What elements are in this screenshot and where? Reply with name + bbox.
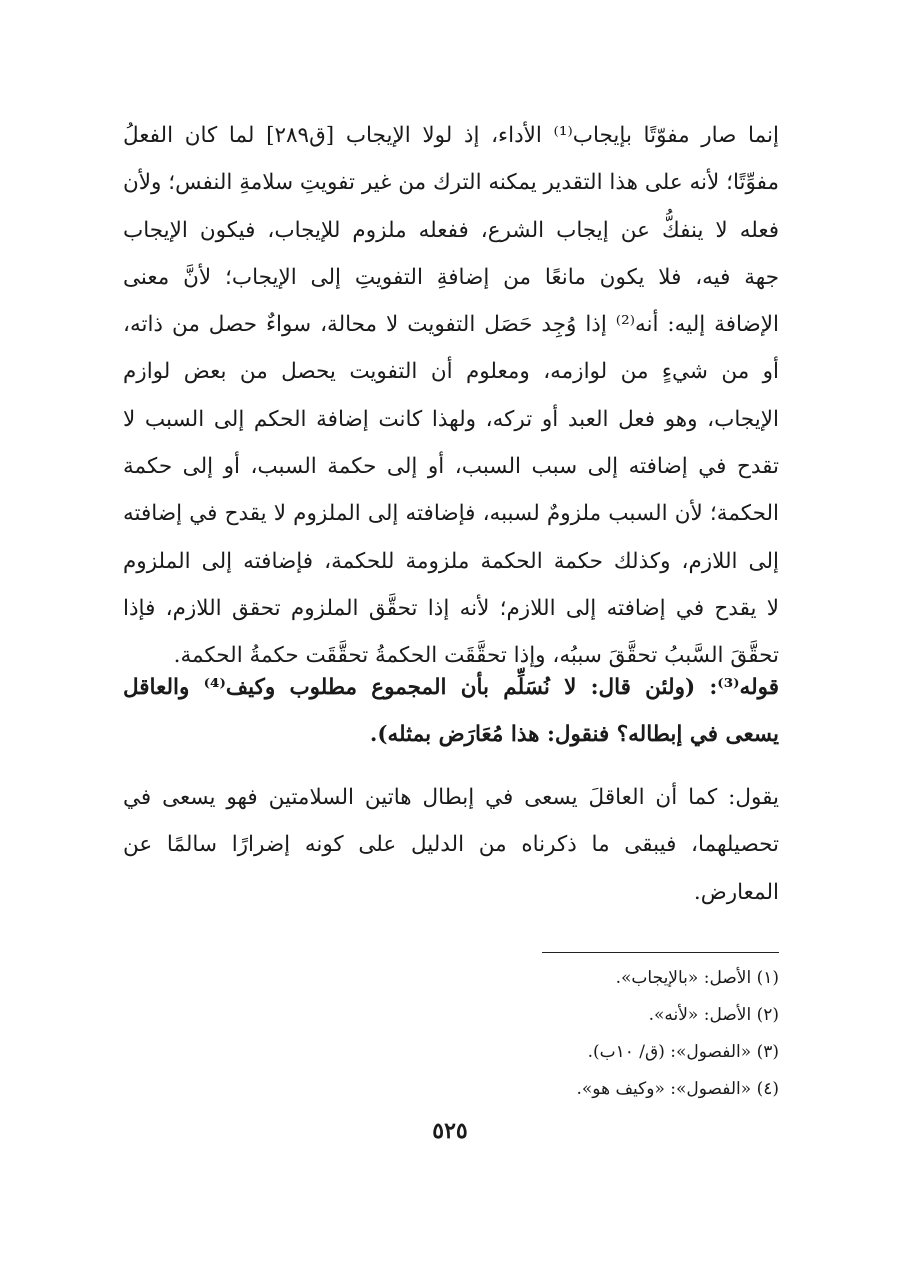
text-line: تقدح في إضافته إلى سبب السبب، أو إلى حكمة السبب، أو إلى حكمة <box>123 454 779 480</box>
footnote: (٣) «الفصول»: (ق/ ١٠ب). <box>587 1042 779 1062</box>
text-line: الإيجاب، وهو فعل العبد أو تركه، ولهذا كانت إضافة الحكم إلى السبب لا <box>123 406 779 432</box>
main-paragraph <box>123 112 779 680</box>
text-line: تحصيلهما، فيبقى ما ذكرناه من الدليل على كونه إضرارًا سالمًا عن <box>123 832 779 858</box>
text-line: فعله لا ينفكُّ عن إيجاب الشرع، ففعله ملزوم للإيجاب، فيكون الإيجاب <box>123 217 779 243</box>
text-line: المعارض. <box>693 879 779 905</box>
text-line: يقول: كما أن العاقلَ يسعى في إبطال هاتين السلامتين فهو يسعى في <box>123 785 779 810</box>
comment-paragraph <box>123 774 779 916</box>
text-line: جهة فيه، فلا يكون مانعًا من إضافةِ التفويتِ إلى الإيجاب؛ لأنَّ معنى <box>123 264 779 290</box>
text-line: الحكمة؛ لأن السبب ملزومٌ لسببه، فإضافته إلى الملزوم لا يقدح في إضافته <box>123 501 779 527</box>
quote-line: يسعى في إبطاله؟ فنقول: هذا مُعَارَض بمثله). <box>369 722 779 748</box>
text-line: مفوِّتًا؛ لأنه على هذا التقدير يمكنه الترك من غير تفويتِ سلامةِ النفس؛ ولأن <box>123 170 779 196</box>
text-line: أو من شيءٍ من لوازمه، ومعلوم أن التفويت يحصل من بعض لوازم <box>123 359 779 385</box>
footnote-separator <box>542 952 779 953</box>
footnote: (٢) الأصل: «لأنه». <box>648 1005 779 1025</box>
page-number: ٥٢٥ <box>432 1118 468 1144</box>
footnotes <box>400 960 779 1108</box>
quote-paragraph <box>123 664 779 759</box>
quote-line: قوله⁽³⁾: (ولئن قال: لا نُسَلِّم بأن المجموع مطلوب وكيف⁽⁴⁾ والعاقل <box>123 675 779 700</box>
text-line: الإضافة إليه: أنه⁽²⁾ إذا وُجِد حَصَل التفويت لا محالة، سواءٌ حصل من ذاته، <box>123 312 779 338</box>
text-line: إلى اللازم، وكذلك حكمة الحكمة ملزومة للحكمة، فإضافته إلى الملزوم <box>123 548 779 574</box>
text-line: لا يقدح في إضافته إلى اللازم؛ لأنه إذا تحقَّق الملزوم تحقق اللازم، فإذا <box>123 595 779 621</box>
text-line: إنما صار مفوّتًا بإيجاب⁽¹⁾ الأداء، إذ لولا الإيجاب [ق٢٨٩] لما كان الفعلُ <box>123 123 779 148</box>
text-line: تحقَّقَ السَّببُ تحقَّقَ سببُه، وإذا تحقَّقَت الحكمةُ تحقَّقَت حكمةُ الحكمة. <box>173 643 779 669</box>
footnote: (٤) «الفصول»: «وكيف هو». <box>576 1079 779 1099</box>
footnote: (١) الأصل: «بالإيجاب». <box>615 968 779 988</box>
